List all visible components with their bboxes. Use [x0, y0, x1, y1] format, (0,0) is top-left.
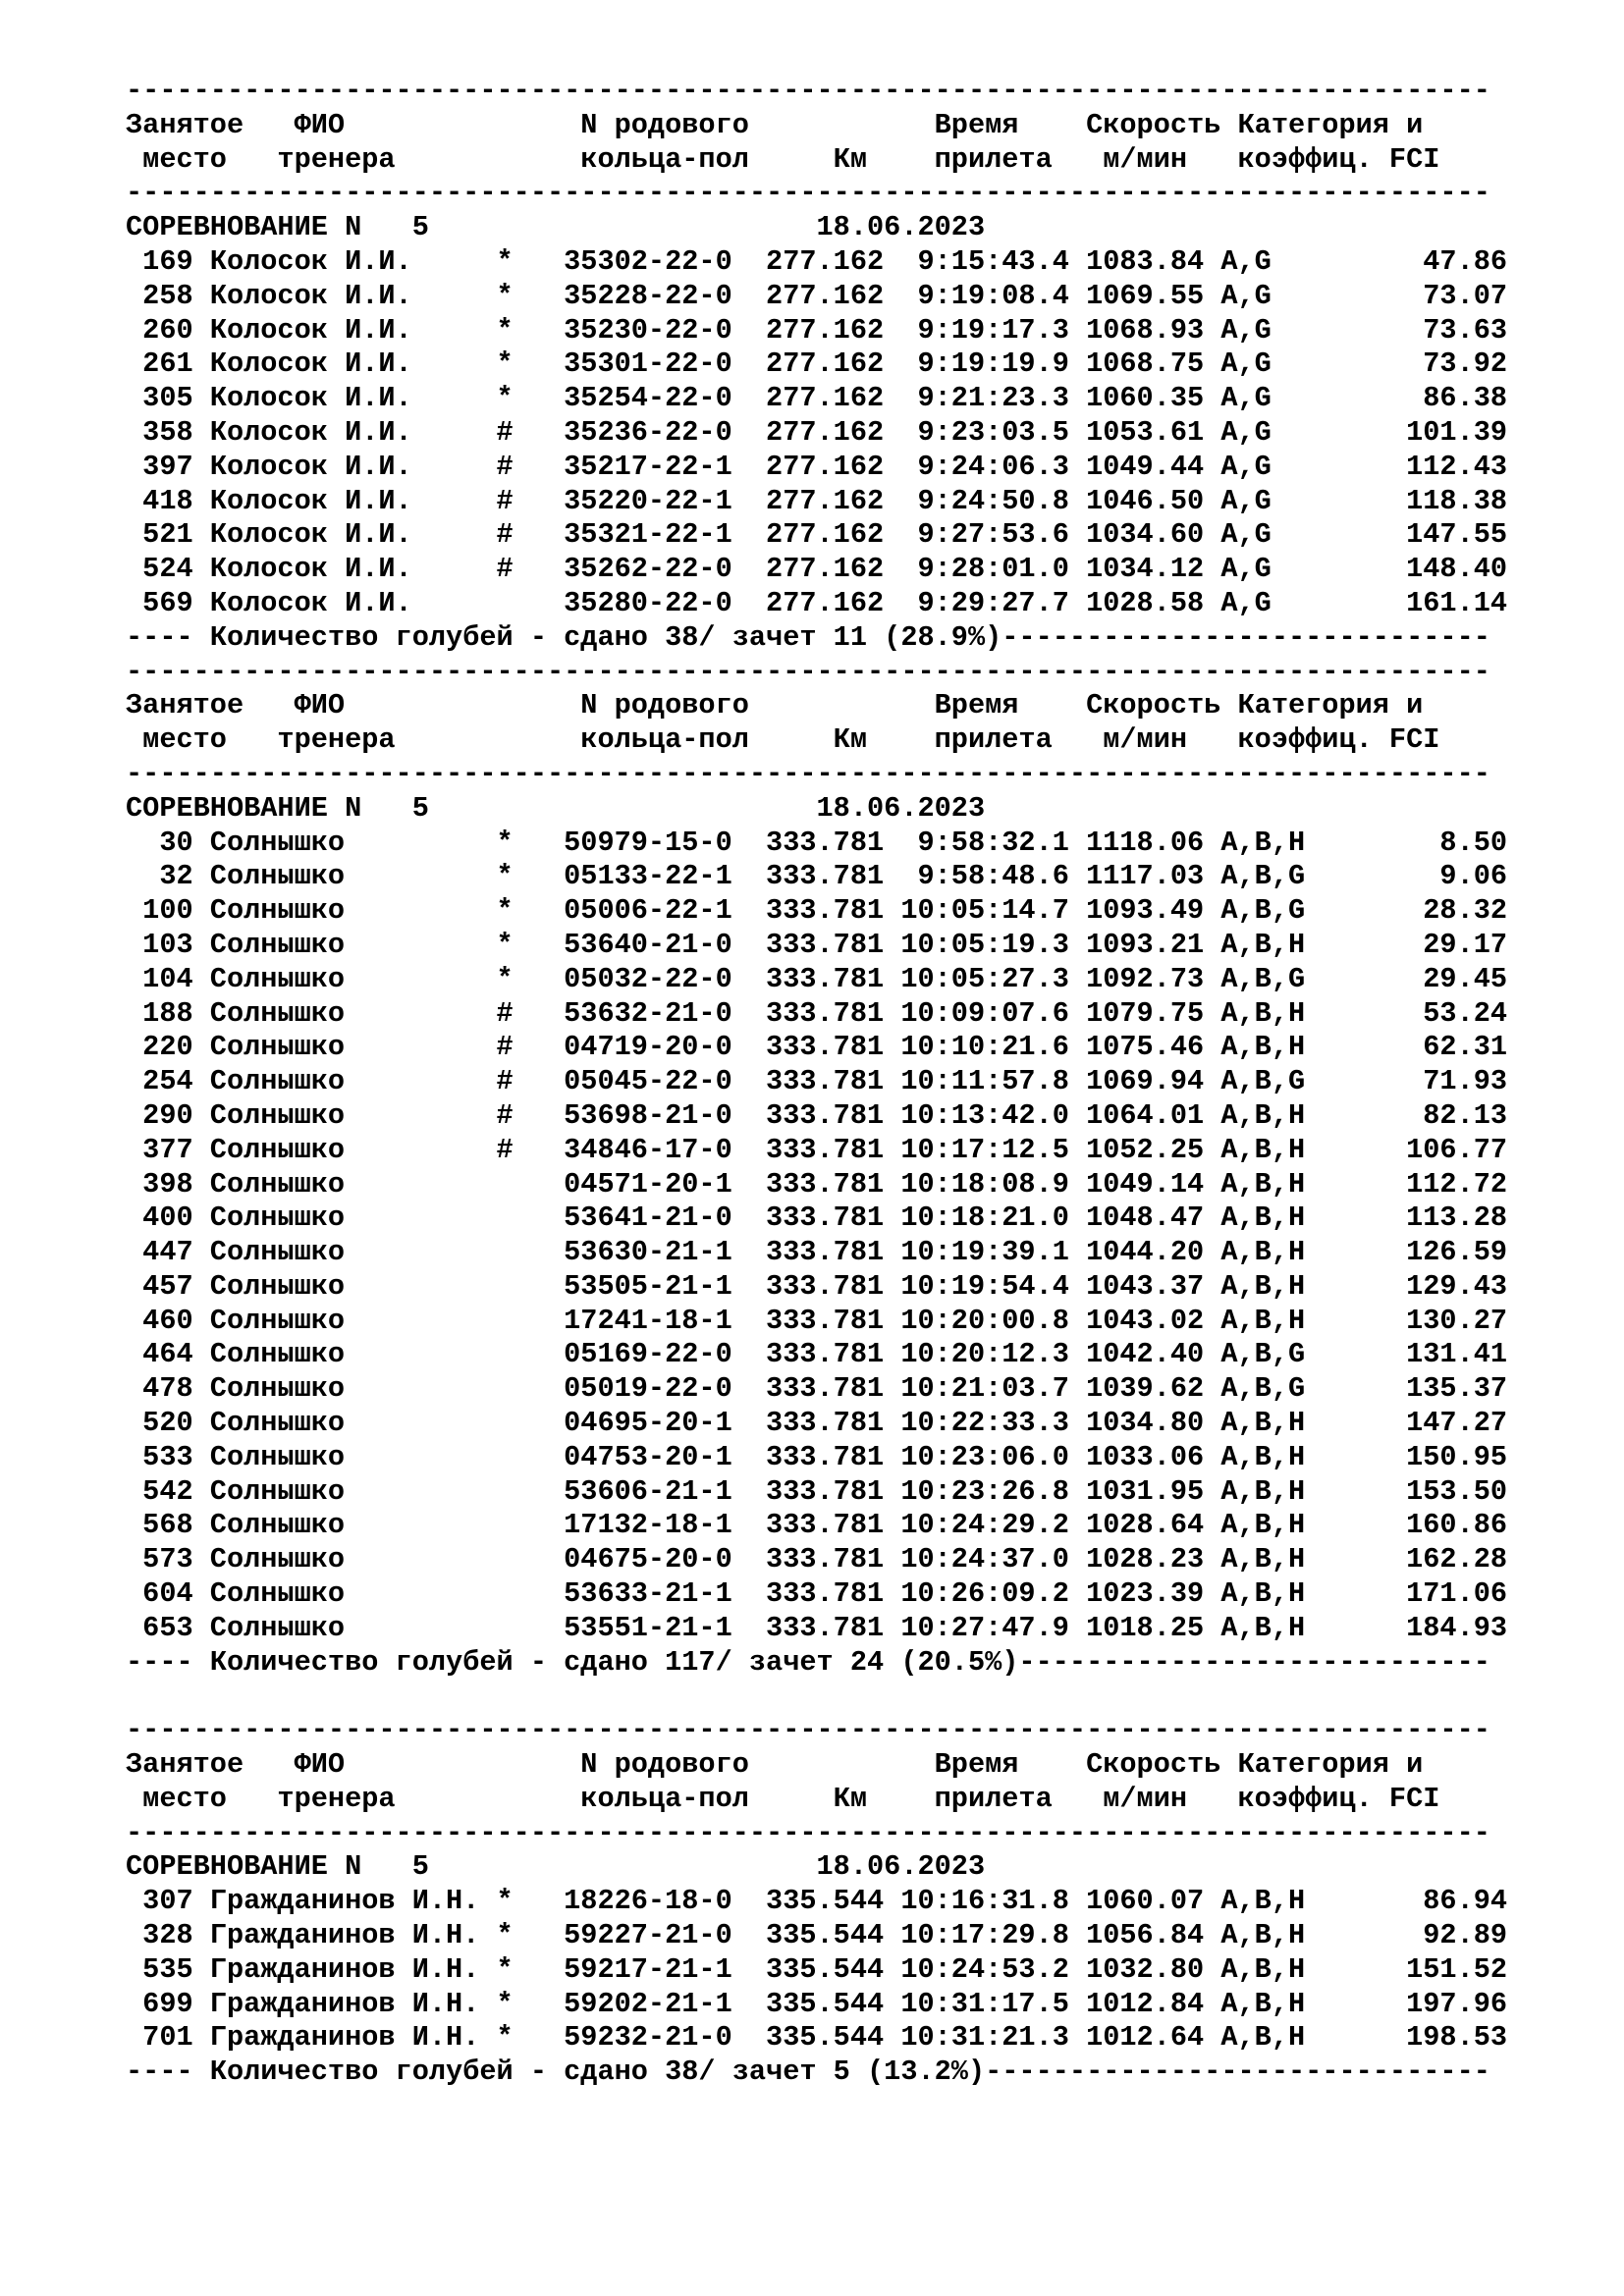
table-row: 254 Солнышко # 05045-22-0 333.781 10:11:57.8 1069.94 A,B,G 71.93 [126, 1065, 1508, 1098]
table-row: 358 Колосок И.И. # 35236-22-0 277.162 9:23:03.5 1053.61 A,G 101.39 [126, 415, 1508, 449]
table-row: 464 Солнышко 05169-22-0 333.781 10:20:12.3 1042.40 A,B,G 131.41 [126, 1338, 1508, 1371]
table-row: 478 Солнышко 05019-22-0 333.781 10:21:03.7 1039.62 A,B,G 135.37 [126, 1372, 1508, 1406]
column-header-line-2: место тренера кольца-пол Км прилета м/мин коэффиц. FCI [126, 142, 1440, 176]
header-rule: --------------------------------------------------------------------------------- [126, 757, 1490, 790]
column-header-line-2: место тренера кольца-пол Км прилета м/мин коэффиц. FCI [126, 1782, 1440, 1815]
table-row: 103 Солнышко * 53640-21-0 333.781 10:05:19.3 1093.21 A,B,H 29.17 [126, 928, 1508, 961]
table-row: 104 Солнышко * 05032-22-0 333.781 10:05:27.3 1092.73 A,B,G 29.45 [126, 962, 1508, 995]
column-header-line-1: Занятое ФИО N родового Время Скорость Категория и [126, 1748, 1424, 1782]
table-row: 261 Колосок И.И. * 35301-22-0 277.162 9:19:19.9 1068.75 A,G 73.92 [126, 347, 1508, 381]
competition-line: СОРЕВНОВАНИЕ N 5 18.06.2023 [126, 211, 986, 244]
table-row: 460 Солнышко 17241-18-1 333.781 10:20:00.8 1043.02 A,B,H 130.27 [126, 1304, 1508, 1337]
table-row: 701 Гражданинов И.Н. * 59232-21-0 335.544 10:31:21.3 1012.64 A,B,H 198.53 [126, 2021, 1508, 2055]
table-row: 447 Солнышко 53630-21-1 333.781 10:19:39.1 1044.20 A,B,H 126.59 [126, 1236, 1508, 1269]
competition-line: СОРЕВНОВАНИЕ N 5 18.06.2023 [126, 791, 986, 825]
top-rule: --------------------------------------------------------------------------------- [126, 655, 1490, 688]
table-row: 604 Солнышко 53633-21-1 333.781 10:26:09.2 1023.39 A,B,H 171.06 [126, 1577, 1508, 1611]
summary-line: ---- Количество голубей - сдано 117/ зачет 24 (20.5%)---------------------------- [126, 1645, 1490, 1679]
table-row: 169 Колосок И.И. * 35302-22-0 277.162 9:15:43.4 1083.84 A,G 47.86 [126, 244, 1508, 278]
competition-line: СОРЕВНОВАНИЕ N 5 18.06.2023 [126, 1850, 986, 1884]
table-row: 258 Колосок И.И. * 35228-22-0 277.162 9:19:08.4 1069.55 A,G 73.07 [126, 279, 1508, 312]
table-row: 568 Солнышко 17132-18-1 333.781 10:24:29.2 1028.64 A,B,H 160.86 [126, 1509, 1508, 1542]
table-row: 653 Солнышко 53551-21-1 333.781 10:27:47.9 1018.25 A,B,H 184.93 [126, 1611, 1508, 1644]
section-spacer [126, 1680, 1598, 1714]
table-row: 100 Солнышко * 05006-22-1 333.781 10:05:14.7 1093.49 A,B,G 28.32 [126, 894, 1508, 928]
table-row: 542 Солнышко 53606-21-1 333.781 10:23:26.8 1031.95 A,B,H 153.50 [126, 1474, 1508, 1508]
table-row: 305 Колосок И.И. * 35254-22-0 277.162 9:21:23.3 1060.35 A,G 86.38 [126, 382, 1508, 415]
table-row: 188 Солнышко # 53632-21-0 333.781 10:09:07.6 1079.75 A,B,H 53.24 [126, 996, 1508, 1030]
top-rule: --------------------------------------------------------------------------------- [126, 1714, 1490, 1747]
table-row: 573 Солнышко 04675-20-0 333.781 10:24:37.0 1028.23 A,B,H 162.28 [126, 1543, 1508, 1576]
table-row: 397 Колосок И.И. # 35217-22-1 277.162 9:24:06.3 1049.44 A,G 112.43 [126, 450, 1508, 483]
table-row: 290 Солнышко # 53698-21-0 333.781 10:13:42.0 1064.01 A,B,H 82.13 [126, 1098, 1508, 1132]
table-row: 307 Гражданинов И.Н. * 18226-18-0 335.544 10:16:31.8 1060.07 A,B,H 86.94 [126, 1885, 1508, 1918]
results-report [126, 75, 1598, 2090]
column-header-line-1: Занятое ФИО N родового Время Скорость Категория и [126, 108, 1424, 141]
header-rule: --------------------------------------------------------------------------------- [126, 1816, 1490, 1849]
column-header-line-1: Занятое ФИО N родового Время Скорость Категория и [126, 689, 1424, 722]
header-rule: --------------------------------------------------------------------------------- [126, 177, 1490, 210]
table-row: 328 Гражданинов И.Н. * 59227-21-0 335.544 10:17:29.8 1056.84 A,B,H 92.89 [126, 1919, 1508, 1952]
table-row: 457 Солнышко 53505-21-1 333.781 10:19:54.4 1043.37 A,B,H 129.43 [126, 1269, 1508, 1303]
table-row: 533 Солнышко 04753-20-1 333.781 10:23:06.0 1033.06 A,B,H 150.95 [126, 1440, 1508, 1473]
table-row: 260 Колосок И.И. * 35230-22-0 277.162 9:19:17.3 1068.93 A,G 73.63 [126, 313, 1508, 347]
table-row: 400 Солнышко 53641-21-0 333.781 10:18:21.0 1048.47 A,B,H 113.28 [126, 1201, 1508, 1235]
summary-line: ---- Количество голубей - сдано 38/ зачет 11 (28.9%)----------------------------- [126, 620, 1490, 654]
table-row: 418 Колосок И.И. # 35220-22-1 277.162 9:24:50.8 1046.50 A,G 118.38 [126, 484, 1508, 517]
column-header-line-2: место тренера кольца-пол Км прилета м/мин коэффиц. FCI [126, 723, 1440, 757]
table-row: 521 Колосок И.И. # 35321-22-1 277.162 9:27:53.6 1034.60 A,G 147.55 [126, 518, 1508, 552]
table-row: 524 Колосок И.И. # 35262-22-0 277.162 9:28:01.0 1034.12 A,G 148.40 [126, 553, 1508, 586]
table-row: 520 Солнышко 04695-20-1 333.781 10:22:33.3 1034.80 A,B,H 147.27 [126, 1407, 1508, 1440]
table-row: 30 Солнышко * 50979-15-0 333.781 9:58:32.1 1118.06 A,B,H 8.50 [126, 826, 1508, 859]
table-row: 32 Солнышко * 05133-22-1 333.781 9:58:48.6 1117.03 A,B,G 9.06 [126, 860, 1508, 893]
table-row: 569 Колосок И.И. 35280-22-0 277.162 9:29:27.7 1028.58 A,G 161.14 [126, 586, 1508, 619]
top-rule: --------------------------------------------------------------------------------- [126, 75, 1490, 107]
table-row: 377 Солнышко # 34846-17-0 333.781 10:17:12.5 1052.25 A,B,H 106.77 [126, 1133, 1508, 1166]
table-row: 398 Солнышко 04571-20-1 333.781 10:18:08.9 1049.14 A,B,H 112.72 [126, 1167, 1508, 1201]
table-row: 699 Гражданинов И.Н. * 59202-21-1 335.544 10:31:17.5 1012.84 A,B,H 197.96 [126, 1987, 1508, 2020]
table-row: 535 Гражданинов И.Н. * 59217-21-1 335.544 10:24:53.2 1032.80 A,B,H 151.52 [126, 1952, 1508, 1986]
table-row: 220 Солнышко # 04719-20-0 333.781 10:10:21.6 1075.46 A,B,H 62.31 [126, 1031, 1508, 1064]
summary-line: ---- Количество голубей - сдано 38/ зачет 5 (13.2%)------------------------------ [126, 2056, 1490, 2089]
